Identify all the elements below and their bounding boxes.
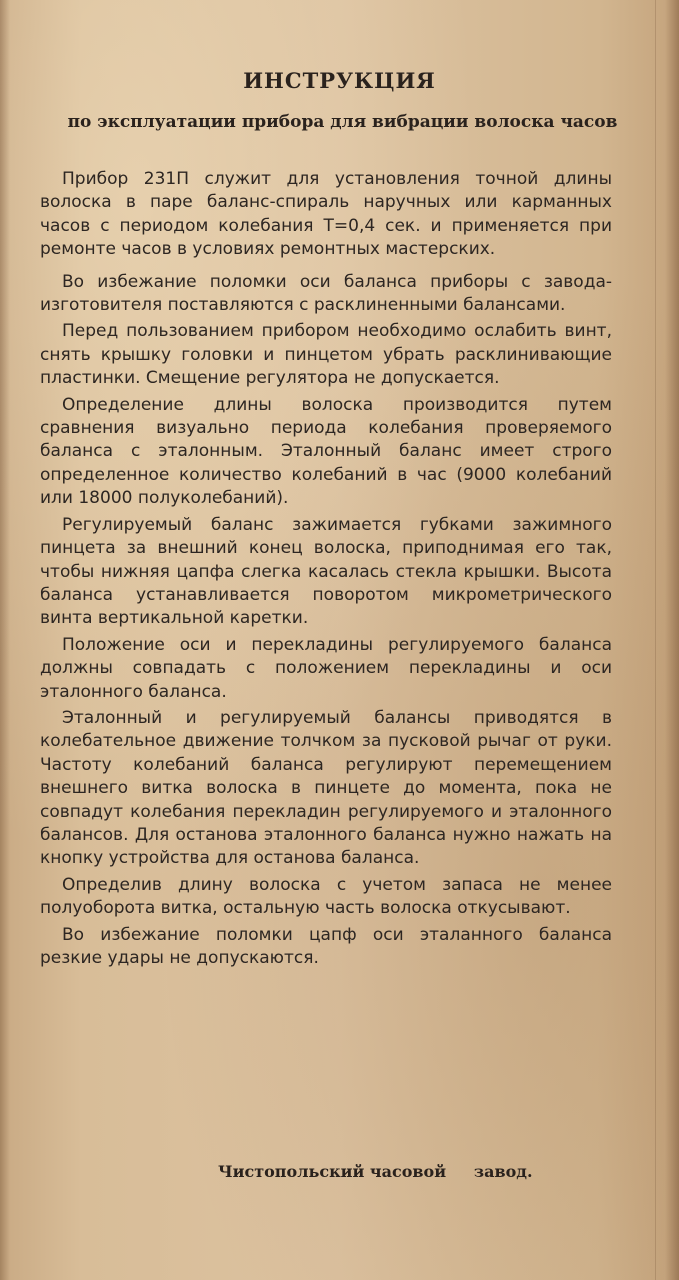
paragraph-warning: Во избежание поломки цапф оси эталанного баланса резкие удары не допускаются.: [40, 924, 612, 968]
paragraph-clamping: Регулируемый баланс зажимается губками зажимного пинцета за внешний конец волоска, приподнимая его так, чтобы нижняя цапфа слегка касалась стекла крышки. Высота баланса устанавливается поворотом микрометрического винта вертикальной каретки.: [40, 514, 612, 629]
paragraph-trimming: Определив длину волоска с учетом запаса не менее полуоборота витка, остальную часть волоска откусывают.: [40, 874, 612, 919]
paper-edge-right: [665, 0, 679, 1280]
instruction-body: [40, 168, 612, 973]
paragraph-preparation: Перед пользованием прибором необходимо ослабить винт, снять крышку головки и пинцетом убрать расклинивающие пластинки. Смещение регулятора не допускается.: [40, 321, 612, 389]
paragraph-alignment: Положение оси и перекладины регулируемого баланса должны совпадать с положением перекладины и оси эталонного баланса.: [40, 634, 612, 702]
paragraph-purpose: Прибор 231П служит для установления точной длины волоска в паре баланс-спираль наручных или карманных часов с периодом колебания Т=0,4 сек. и применяется при ремонте часов в условиях ремонтных мастерских.: [40, 169, 612, 260]
paper-fold: [655, 0, 656, 1280]
manufacturer-signature: Чистопольский часовой завод.: [218, 1162, 533, 1181]
document-title: ИНСТРУКЦИЯ: [243, 68, 436, 93]
paragraph-shipping: Во избежание поломки оси баланса приборы с завода-изготовителя поставляются с расклиненными балансами.: [40, 271, 612, 316]
paragraph-oscillation: Эталонный и регулируемый балансы приводятся в колебательное движение толчком за пусковой рычаг от руки. Частоту колебаний баланса регулируют перемещением внешнего витка волоска в пинцете до момента, пока не совпадут колебания перекладин регулируемого и эталонного балансов. Для останова эталонного баланса нужно нажать на кнопку устройства для останова баланса.: [40, 707, 612, 869]
document-subtitle: по эксплуатации прибора для вибрации волоска часов: [67, 112, 618, 132]
paragraph-measurement: Определение длины волоска производится путем сравнения визуально периода колебания проверяемого баланса с эталонным. Эталонный баланс имеет строго определенное количество колебаний в час (9000 колебаний или 18000 полуколебаний).: [40, 394, 612, 509]
paper-edge-left: [0, 0, 10, 1280]
